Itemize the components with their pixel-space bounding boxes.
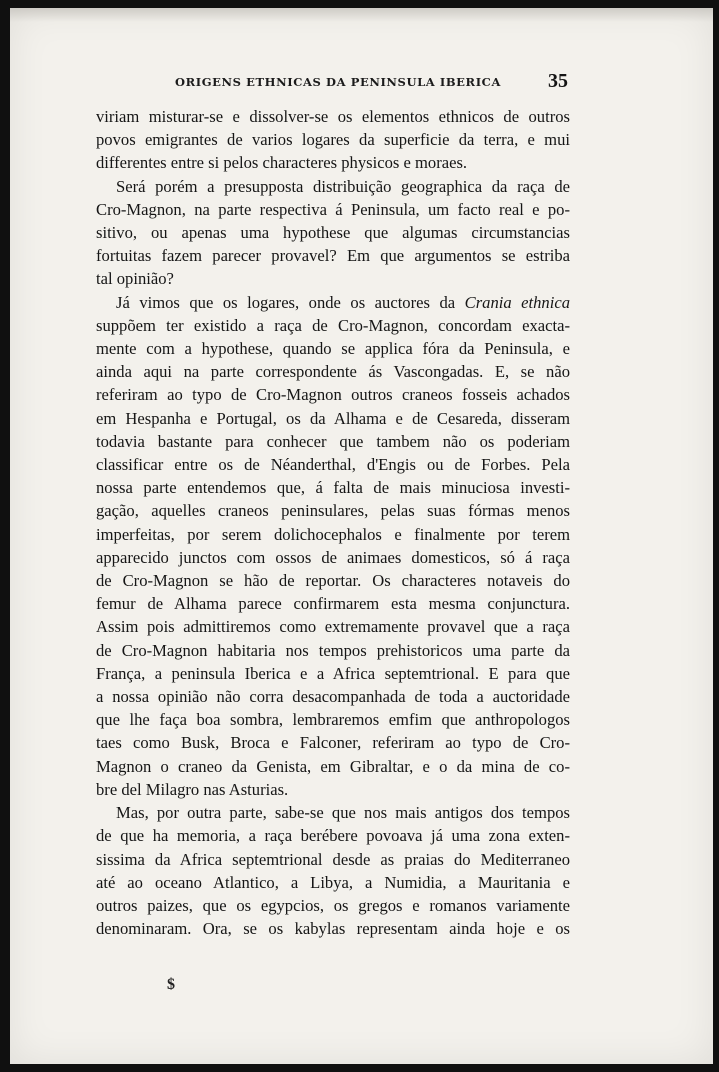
text-line: povos emigrantes de varios logares da superficie da terra, e mui	[96, 130, 570, 150]
text-line: gação, aquelles craneos peninsulares, pelas suas fórmas menos	[96, 501, 570, 521]
text-line: tal opinião?	[96, 269, 174, 289]
text-line: Magnon o craneo da Genista, em Gibraltar, e o da mina de co-	[96, 756, 570, 776]
text-line: mente com a hypothese, quando se applica fóra da Peninsula, e	[96, 339, 570, 359]
text-line: sissima da Africa septemtrional desde as praias do Mediterraneo	[96, 849, 570, 869]
text-line: a nossa opinião não corra desacompanhada de toda a auctoridade	[96, 687, 570, 707]
running-title: ORIGENS ETHNICAS DA PENINSULA IBERICA	[175, 75, 501, 89]
text-line: Assim pois admittiremos como extremamente provavel que a raça	[96, 617, 570, 637]
text-line: Mas, por outra parte, sabe-se que nos mais antigos dos tempos	[116, 803, 570, 823]
text-line: França, a peninsula Iberica e a Africa septemtrional. E para que	[96, 663, 570, 683]
text-line: imperfeitas, por serem dolichocephalos e finalmente por terem	[96, 524, 570, 544]
page-number: 35	[548, 70, 568, 92]
text-line: de que ha memoria, a raça berébere povoava já uma zona exten-	[96, 826, 570, 846]
text-line: ainda aqui na parte correspondente ás Vascongadas. E, se não	[96, 362, 570, 382]
text-line: todavia bastante para conhecer que tambem não os poderiam	[96, 431, 570, 451]
text-line: referiram ao typo de Cro-Magnon outros craneos fosseis achados	[96, 385, 570, 405]
book-title-italic: Crania ethnica	[464, 292, 570, 312]
text-line: differentes entre si pelos characteres physicos e moraes.	[96, 153, 468, 173]
text-line: de Cro-Magnon se hão de reportar. Os characteres notaveis do	[96, 571, 570, 591]
text-line: Já vimos que os logares, onde os auctores da Crania ethnica	[116, 292, 570, 312]
text-line: suppõem ter existido a raça de Cro-Magnon, concordam exacta-	[96, 315, 570, 335]
page-header	[10, 72, 713, 96]
text-line: taes como Busk, Broca e Falconer, referiram ao typo de Cro-	[96, 733, 570, 753]
text-line: Será porém a presupposta distribuição geographica da raça de	[116, 176, 570, 196]
text-line: de Cro-Magnon habitaria nos tempos prehistoricos uma parte da	[96, 640, 570, 660]
text-line: sitivo, ou apenas uma hypothese que algumas circumstancias	[96, 223, 570, 243]
body-text	[96, 105, 570, 940]
text-line: viriam misturar-se e dissolver-se os elementos ethnicos de outros	[96, 107, 570, 126]
text-line: fortuitas fazem parecer provavel? Em que argumentos se estriba	[96, 246, 570, 266]
text-line: até ao oceano Atlantico, a Libya, a Numidia, a Mauritania e	[96, 872, 570, 892]
footer-mark: $	[167, 976, 175, 993]
text-line: nossa parte entendemos que, á falta de mais minuciosa investi-	[96, 478, 570, 498]
text-line: bre del Milagro nas Asturias.	[96, 779, 289, 799]
text-line: Cro-Magnon, na parte respectiva á Peninsula, um facto real e po-	[96, 199, 570, 219]
text-line: apparecido junctos com ossos de animaes domesticos, só á raça	[96, 547, 570, 567]
book-page	[10, 8, 713, 1064]
text-line: femur de Alhama parece confirmarem esta mesma conjunctura.	[96, 594, 570, 614]
text-line: denominaram. Ora, se os kabylas representam ainda hoje e os	[96, 919, 570, 939]
text-line: que lhe faça boa sombra, lembraremos emfim que anthropologos	[96, 710, 570, 730]
text-line: classificar entre os de Néanderthal, d'Engis ou de Forbes. Pela	[96, 455, 570, 475]
text-line: em Hespanha e Portugal, os da Alhama e de Cesareda, disseram	[96, 408, 570, 428]
text-line: outros paizes, que os egypcios, os gregos e romanos variamente	[96, 895, 570, 915]
